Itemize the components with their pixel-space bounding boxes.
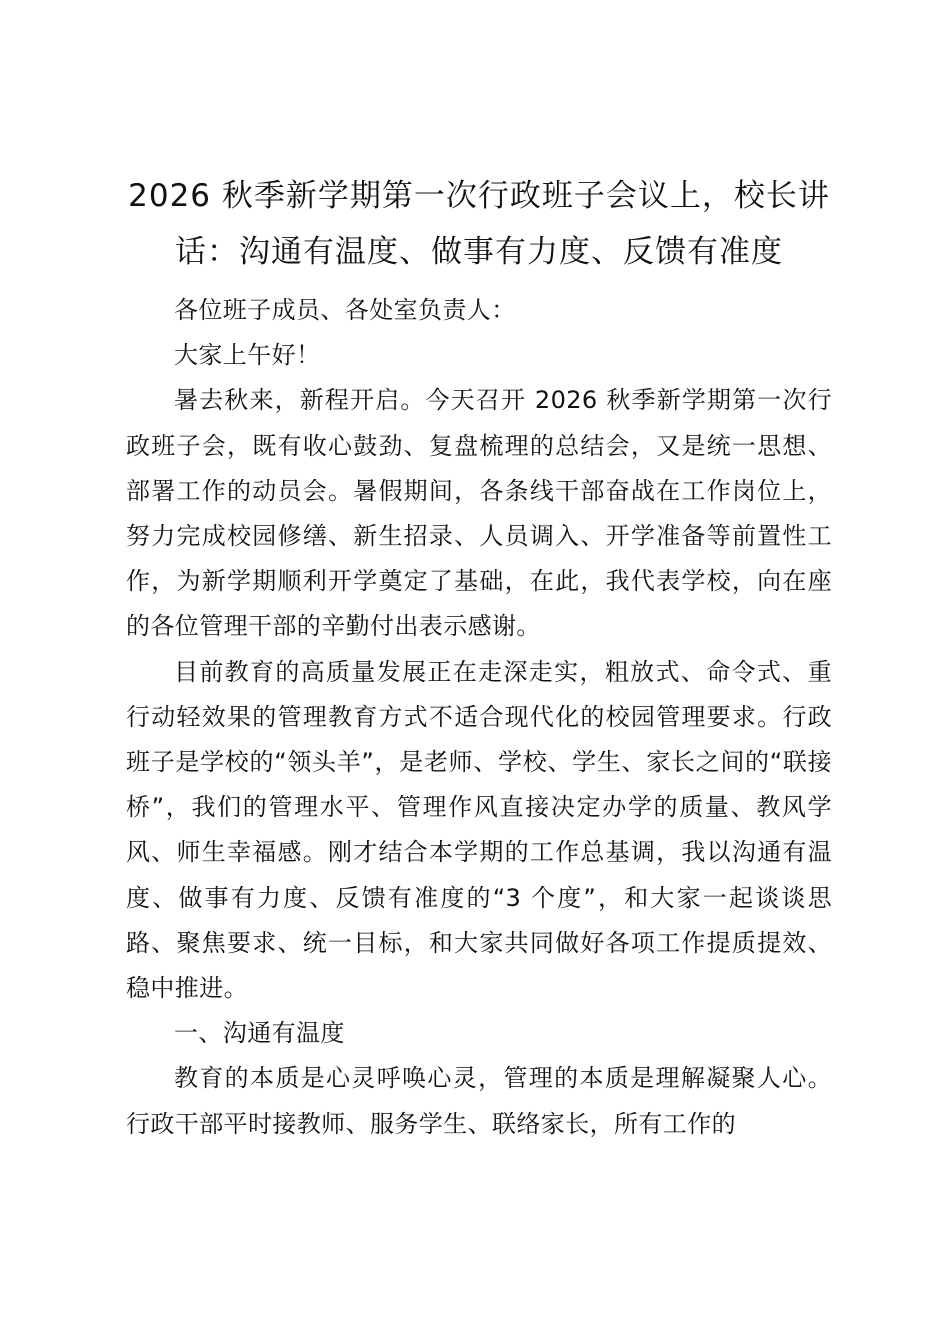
section-heading: 一、沟通有温度: [174, 1019, 345, 1048]
body-paragraph: 目前教育的高质量发展正在走深走实，粗放式、命令式、重行动轻效果的管理教育方式不适合现代化的校园管理要求。行政班子是学校的“领头羊”，是老师、学校、学生、家长之间的“联接桥”，我们的管理水平、管理作风直接决定办学的质量、教风学风、师生幸福感。刚才结合本学期的工作总基调，我以沟通有温度、做事有力度、反馈有准度的“3 个度”，和大家一起谈谈思路、聚焦要求、统一目标，和大家共同做好各项工作提质提效、稳中推进。: [126, 657, 832, 1003]
document-page: [126, 168, 832, 1147]
body-paragraph: 教育的本质是心灵呼唤心灵，管理的本质是理解凝聚人心。行政干部平时接教师、服务学生、联络家长，所有工作的: [126, 1064, 832, 1138]
document-title: 2026 秋季新学期第一次行政班子会议上，校长讲话：沟通有温度、做事有力度、反馈有准度: [128, 178, 830, 270]
greeting: 大家上午好！: [174, 341, 321, 370]
salutation: 各位班子成员、各处室负责人：: [174, 296, 516, 324]
body-paragraph: 暑去秋来，新程开启。今天召开 2026 秋季新学期第一次行政班子会，既有收心鼓劲、复盘梳理的总结会，又是统一思想、部署工作的动员会。暑假期间，各条线干部奋战在工作岗位上，努力完成校园修缮、新生招录、人员调入、开学准备等前置性工作，为新学期顺利开学奠定了基础，在此，我代表学校，向在座的各位管理干部的辛勤付出表示感谢。: [126, 386, 832, 641]
